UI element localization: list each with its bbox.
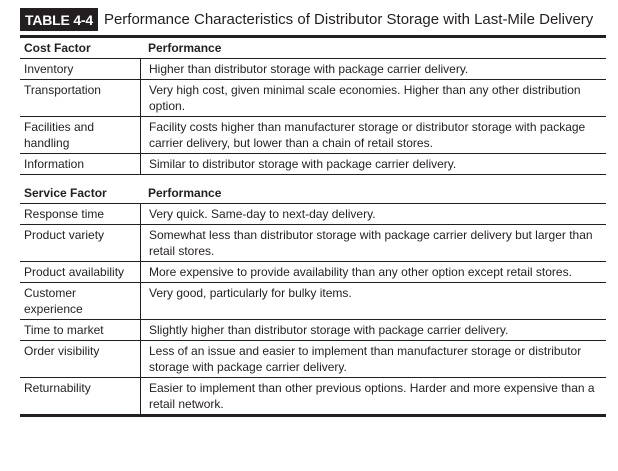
- table-row: [20, 116, 606, 153]
- row-factor: Order visibility: [24, 344, 100, 358]
- cost-performance-header: Performance: [148, 41, 222, 55]
- row-performance: Less of an issue and easier to implement than manufacturer storage or distributor storage with package carrier delivery.: [140, 341, 606, 377]
- table-row: [20, 224, 606, 261]
- row-factor: Information: [24, 157, 85, 171]
- table-row: [20, 282, 606, 319]
- row-performance: Similar to distributor storage with package carrier delivery.: [140, 154, 606, 174]
- row-factor: Returnability: [24, 381, 91, 395]
- performance-table: [20, 35, 606, 417]
- table-row: [20, 58, 606, 79]
- table-row: [20, 319, 606, 340]
- table-row: [20, 377, 606, 414]
- table-row: [20, 261, 606, 282]
- row-performance: Easier to implement than other previous options. Harder and more expensive than a retail network.: [140, 378, 606, 414]
- service-performance-header: Performance: [148, 186, 222, 200]
- row-performance: Facility costs higher than manufacturer storage or distributor storage with package carrier delivery, but lower than a chain of retail stores.: [140, 117, 606, 153]
- table-number-tag: TABLE 4-4: [20, 8, 98, 31]
- table-title: Performance Characteristics of Distributor Storage with Last-Mile Delivery: [103, 10, 594, 28]
- table-row: [20, 203, 606, 224]
- service-factor-header: Service Factor: [24, 186, 107, 200]
- row-factor: Product variety: [24, 228, 105, 242]
- row-factor: Facilities and handling: [24, 120, 95, 150]
- row-performance: Slightly higher than distributor storage with package carrier delivery.: [140, 320, 606, 340]
- row-performance: Very high cost, given minimal scale economies. Higher than any other distribution option.: [140, 80, 606, 116]
- row-performance: Very quick. Same-day to next-day delivery.: [140, 204, 606, 224]
- table-row: [20, 153, 606, 174]
- row-factor: Product availability: [24, 265, 125, 279]
- row-factor: Transportation: [24, 83, 101, 97]
- row-performance: Very good, particularly for bulky items.: [140, 283, 606, 319]
- bottom-rule: [20, 414, 606, 417]
- row-performance: More expensive to provide availability than any other option except retail stores.: [140, 262, 606, 282]
- service-header-row: [20, 183, 606, 203]
- cost-factor-header: Cost Factor: [24, 41, 91, 55]
- row-factor: Time to market: [24, 323, 104, 337]
- table-row: [20, 340, 606, 377]
- row-performance: Higher than distributor storage with package carrier delivery.: [140, 59, 606, 79]
- cost-header-row: [20, 38, 606, 58]
- table-caption: [20, 8, 593, 31]
- row-performance: Somewhat less than distributor storage with package carrier delivery but larger than retail stores.: [140, 225, 606, 261]
- row-factor: Customer experience: [24, 286, 83, 316]
- row-factor: Response time: [24, 207, 105, 221]
- row-factor: Inventory: [24, 62, 74, 76]
- table-row: [20, 79, 606, 116]
